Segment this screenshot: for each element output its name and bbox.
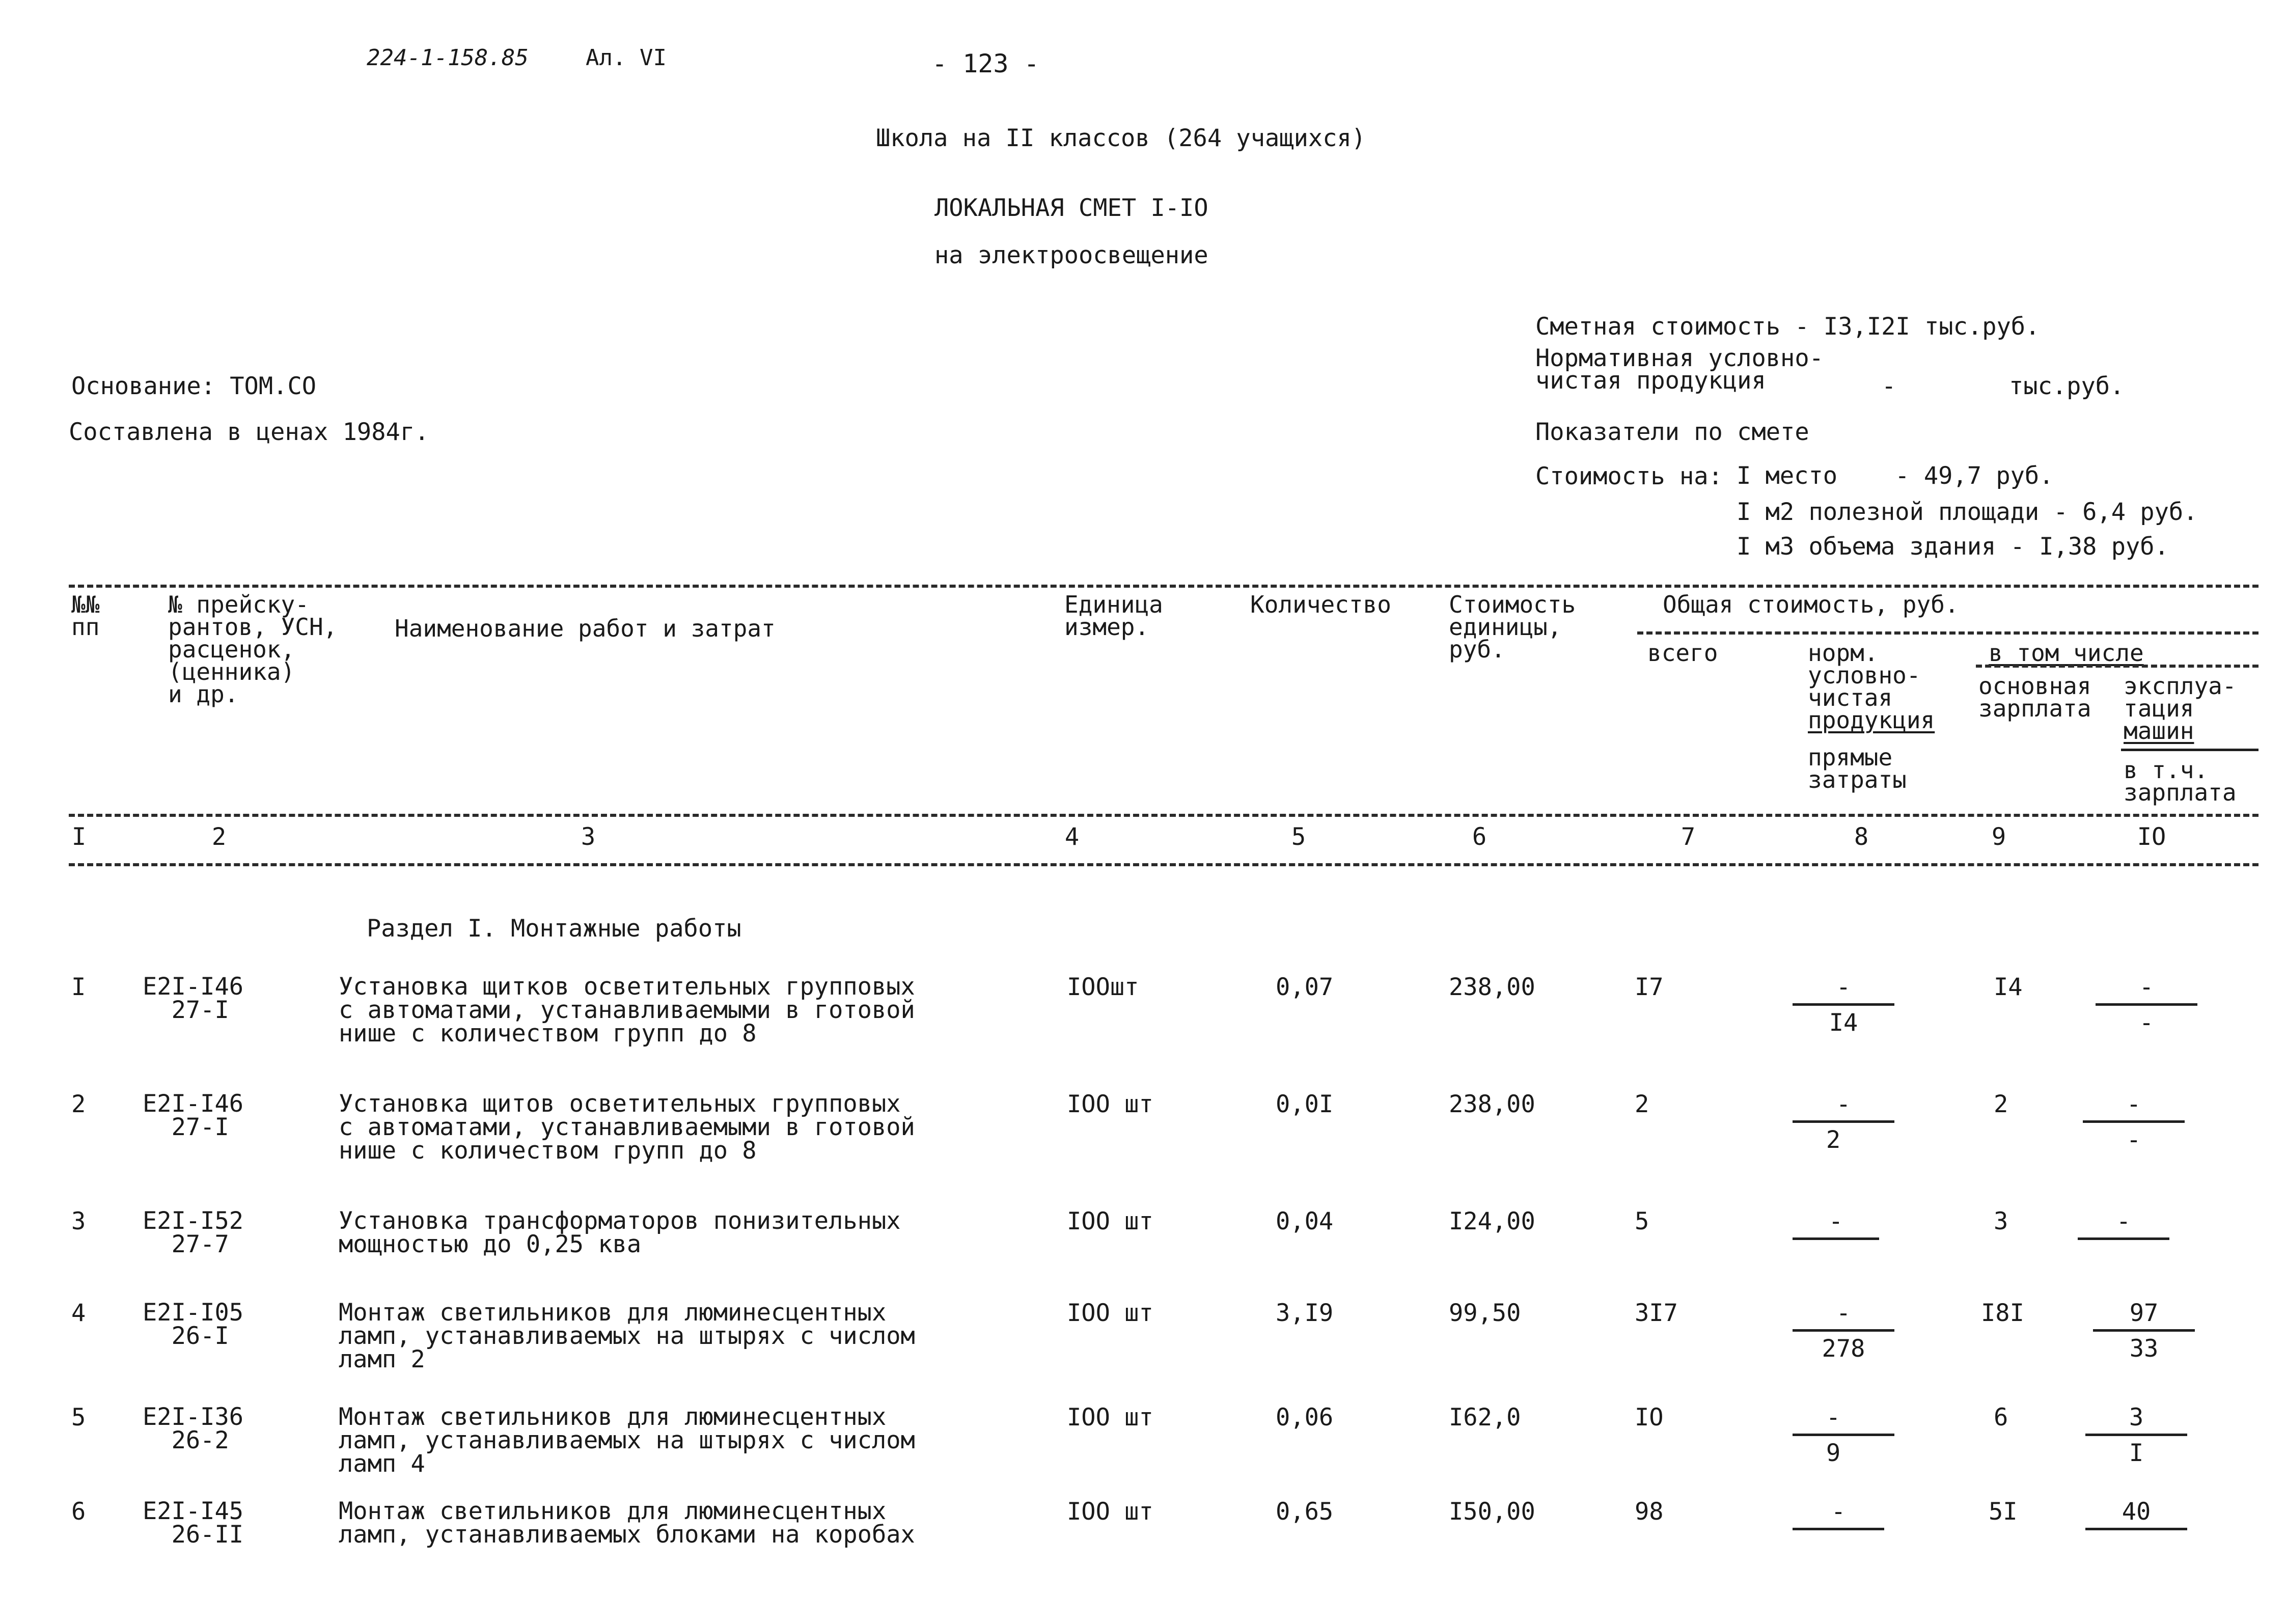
including-rule xyxy=(1976,665,2259,668)
row-quantity: 3,I9 xyxy=(1276,1299,1334,1327)
row-total: 3I7 xyxy=(1635,1299,1678,1327)
row-norm-production: - xyxy=(1831,1498,1846,1526)
row-direct-costs: 2 xyxy=(1826,1126,1841,1154)
col-header-machine-operation: эксплуа- тация xyxy=(2124,672,2237,722)
col-header-norm-production-underlined: продукция xyxy=(1808,706,1935,734)
cost-per-m3: I м3 объема здания - I,38 руб. xyxy=(1737,533,2169,561)
col-header-incl-salary: в т.ч. зарплата xyxy=(2124,756,2237,806)
section-title: Раздел I. Монтажные работы xyxy=(367,915,741,943)
col-number-6: 6 xyxy=(1472,823,1487,851)
row-number: I xyxy=(71,973,86,1001)
estimate-subject: на электроосвещение xyxy=(934,241,1208,269)
album-ref: Ал. VI xyxy=(586,45,667,71)
row-name: Установка щитков осветительных групповых с автоматами, устанавливаемыми в готовой нише с количеством групп до 8 xyxy=(339,973,915,1048)
row-base-salary: I4 xyxy=(1994,973,2023,1001)
col-number-3: 3 xyxy=(581,823,596,851)
col-header-number: №№ пп xyxy=(71,591,100,641)
row-base-salary: 2 xyxy=(1994,1090,2008,1118)
row-quantity: 0,04 xyxy=(1276,1207,1334,1235)
row-code: Е2I-I45 26-II xyxy=(143,1497,244,1549)
row-norm-production: - xyxy=(1836,1090,1851,1118)
col-header-base-salary: основная зарплата xyxy=(1978,672,2091,722)
row-machine-operation: - xyxy=(2126,1090,2141,1118)
row-machine-salary: - xyxy=(2139,1009,2154,1037)
row-quantity: 0,65 xyxy=(1276,1498,1334,1526)
row-base-salary: I8I xyxy=(1981,1299,2024,1327)
row-number: 3 xyxy=(71,1207,86,1235)
header-bottom-rule xyxy=(69,814,2259,817)
row-unit: IOOшт xyxy=(1067,973,1139,1001)
fraction-line xyxy=(1793,1120,1894,1123)
cost-per-m2: I м2 полезной площади - 6,4 руб. xyxy=(1737,498,2198,526)
norm-production-unit: тыс.руб. xyxy=(2009,372,2125,400)
row-total: I7 xyxy=(1635,973,1664,1001)
row-machine-salary: - xyxy=(2126,1126,2141,1154)
fraction-line xyxy=(1793,1003,1894,1006)
fraction-line xyxy=(1793,1329,1894,1332)
row-total: 2 xyxy=(1635,1090,1649,1118)
col-header-quantity: Количество xyxy=(1250,591,1391,618)
norm-production-dash: - xyxy=(1882,372,1896,400)
page-number: - 123 - xyxy=(932,49,1039,78)
fraction-line xyxy=(1793,1237,1879,1240)
row-unit: IOO шт xyxy=(1067,1207,1153,1235)
row-name: Установка щитов осветительных групповых с автоматами, устанавливаемыми в готовой нише с количеством групп до 8 xyxy=(339,1090,915,1165)
row-number: 2 xyxy=(71,1090,86,1118)
fraction-line xyxy=(1793,1434,1894,1436)
fraction-line xyxy=(2083,1120,2185,1123)
row-number: 5 xyxy=(71,1403,86,1432)
indicators-label: Показатели по смете xyxy=(1535,418,1809,446)
row-unit: IOO шт xyxy=(1067,1498,1153,1526)
row-base-salary: 3 xyxy=(1994,1207,2008,1235)
row-name: Монтаж светильников для люминесцентных ламп, устанавливаемых на штырях с числом ламп 4 xyxy=(339,1403,915,1478)
norm-production-label: Нормативная условно- чистая продукция xyxy=(1535,344,1824,395)
row-quantity: 0,07 xyxy=(1276,973,1334,1001)
col-header-including: в том числе xyxy=(1989,639,2144,667)
row-name: Установка трансформаторов понизительных мощностью до 0,25 ква xyxy=(339,1207,901,1258)
row-unit-price: 99,50 xyxy=(1449,1299,1521,1327)
col-header-total: всего xyxy=(1647,639,1718,667)
fraction-line xyxy=(2078,1237,2169,1240)
row-number: 6 xyxy=(71,1498,86,1526)
col-number-9: 9 xyxy=(1991,823,2006,851)
row-code: Е2I-I46 27-I xyxy=(143,973,244,1024)
row-direct-costs: 9 xyxy=(1826,1439,1841,1467)
column-numbers-bottom-rule xyxy=(69,863,2259,866)
row-code: Е2I-I46 27-I xyxy=(143,1090,244,1141)
row-base-salary: 6 xyxy=(1994,1403,2008,1432)
col-header-unit-cost: Стоимость единицы, руб. xyxy=(1449,591,1576,663)
col-number-2: 2 xyxy=(211,823,227,851)
machine-operation-divider xyxy=(2121,749,2259,751)
row-unit-price: I24,00 xyxy=(1449,1207,1535,1235)
row-machine-operation: 97 xyxy=(2129,1299,2159,1327)
row-unit-price: I62,0 xyxy=(1449,1403,1521,1432)
cost-per-place: I место - 49,7 руб. xyxy=(1737,462,2054,490)
row-unit: IOO шт xyxy=(1067,1403,1153,1432)
col-header-direct-costs: прямые затраты xyxy=(1808,744,1907,793)
row-machine-operation: - xyxy=(2139,973,2154,1001)
prices-line: Составлена в ценах 1984г. xyxy=(69,418,429,446)
row-code: Е2I-I36 26-2 xyxy=(143,1403,244,1454)
col-header-unit: Единица измер. xyxy=(1064,591,1163,641)
fraction-line xyxy=(2093,1329,2195,1332)
fraction-line xyxy=(2085,1528,2187,1530)
page-title: Школа на II классов (264 учащихся) xyxy=(876,124,1366,152)
row-machine-salary: I xyxy=(2129,1439,2144,1467)
row-quantity: 0,0I xyxy=(1276,1090,1334,1118)
row-unit: IOO шт xyxy=(1067,1299,1153,1327)
row-base-salary: 5I xyxy=(1989,1498,2018,1526)
row-norm-production: - xyxy=(1828,1207,1843,1235)
row-name: Монтаж светильников для люминесцентных ламп, устанавливаемых на штырях с числом ламп 2 xyxy=(339,1299,915,1373)
row-total: 5 xyxy=(1635,1207,1649,1235)
col-header-norm-production: норм. условно- чистая xyxy=(1808,639,1921,711)
row-machine-operation: 40 xyxy=(2122,1498,2151,1526)
row-code: Е2I-I52 27-7 xyxy=(143,1207,244,1258)
col-header-name: Наименование работ и затрат xyxy=(395,615,776,642)
row-unit: IOO шт xyxy=(1067,1090,1153,1118)
col-number-1: I xyxy=(71,823,87,851)
fraction-line xyxy=(2085,1434,2187,1436)
fraction-line xyxy=(2096,1003,2197,1006)
col-number-8: 8 xyxy=(1854,823,1869,851)
row-machine-operation: - xyxy=(2116,1207,2131,1235)
row-unit-price: I50,00 xyxy=(1449,1498,1535,1526)
col-header-total-cost: Общая стоимость, руб. xyxy=(1663,591,1959,618)
estimate-title: ЛОКАЛЬНАЯ СМЕТ I-IO xyxy=(934,194,1208,222)
row-machine-operation: 3 xyxy=(2129,1403,2144,1432)
row-code: Е2I-I05 26-I xyxy=(143,1299,244,1350)
row-total: 98 xyxy=(1635,1498,1664,1526)
basis-line: Основание: ТОМ.СО xyxy=(71,372,317,400)
col-header-machine-operation-underlined: машин xyxy=(2124,717,2194,745)
col-number-7: 7 xyxy=(1681,823,1696,851)
row-norm-production: - xyxy=(1836,973,1851,1001)
row-direct-costs: 278 xyxy=(1822,1335,1865,1363)
row-name: Монтаж светильников для люминесцентных ламп, устанавливаемых блоками на коробах xyxy=(339,1497,915,1549)
estimate-cost: Сметная стоимость - I3,I2I тыс.руб. xyxy=(1535,313,2040,341)
row-unit-price: 238,00 xyxy=(1449,973,1535,1001)
cost-per-label: Стоимость на: xyxy=(1535,462,1723,490)
col-header-code: № прейску- рантов, УСН, расценок, (ценника) и др. xyxy=(168,591,338,708)
doc-code: 224-1-158.85 xyxy=(367,45,529,71)
row-quantity: 0,06 xyxy=(1276,1403,1334,1432)
row-norm-production: - xyxy=(1826,1403,1841,1432)
row-number: 4 xyxy=(71,1299,86,1327)
row-unit-price: 238,00 xyxy=(1449,1090,1535,1118)
table-top-rule xyxy=(69,585,2259,588)
total-cost-rule xyxy=(1637,631,2259,635)
row-total: IO xyxy=(1635,1403,1664,1432)
row-direct-costs: I4 xyxy=(1829,1009,1858,1037)
col-number-10: IO xyxy=(2137,823,2166,851)
row-norm-production: - xyxy=(1836,1299,1851,1327)
col-number-5: 5 xyxy=(1291,823,1306,851)
fraction-line xyxy=(1793,1528,1884,1530)
col-number-4: 4 xyxy=(1064,823,1080,851)
row-machine-salary: 33 xyxy=(2129,1335,2159,1363)
